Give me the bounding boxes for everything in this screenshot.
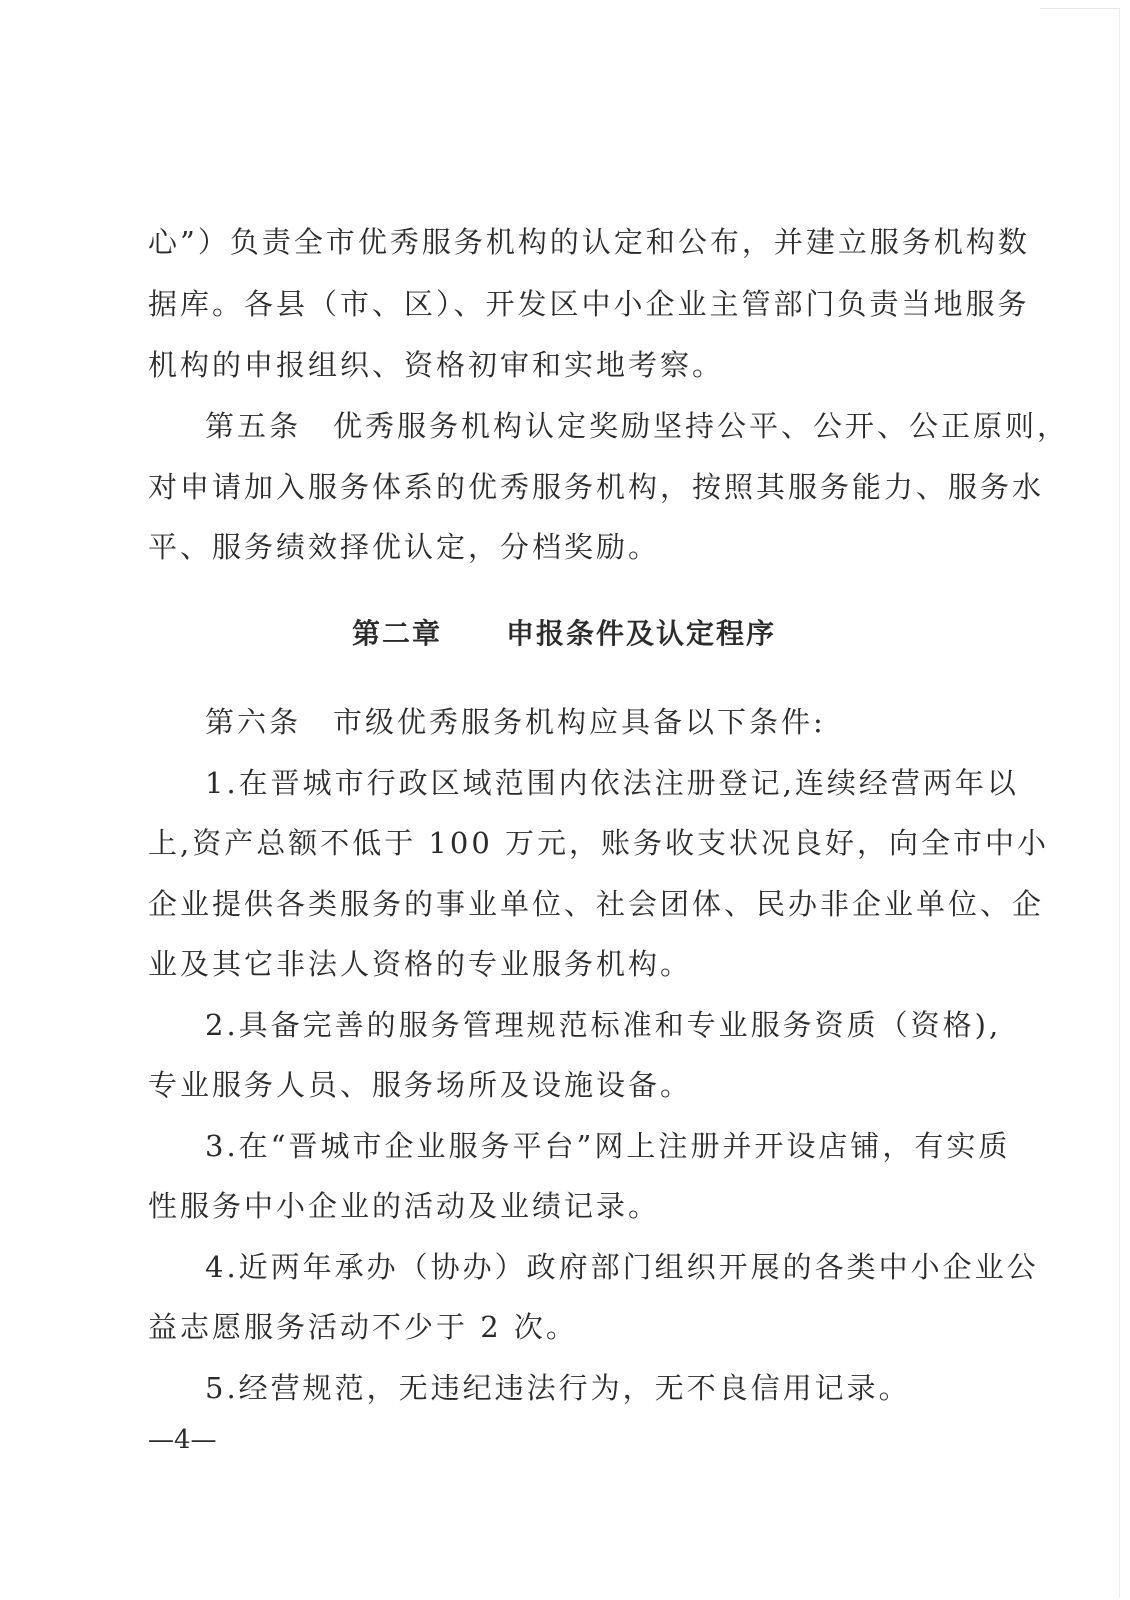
text-line: 第五条 优秀服务机构认定奖励坚持公平、公开、公正原则， [205,409,1070,443]
text-line: 5.经营规范，无违纪违法行为，无不良信用记录。 [205,1371,911,1405]
text-line: 业及其它非法人资格的专业服务机构。 [148,947,693,981]
text-line: 上,资产总额不低于 100 万元，账务收支状况良好，向全市中小 [148,826,1050,860]
text-line: 据库。各县（市、区）、开发区中小企业主管部门负责当地服务 [148,287,1030,321]
text-line: 心”）负责全市优秀服务机构的认定和公布，并建立服务机构数 [148,225,1030,259]
page-number: —4— [148,1425,217,1455]
text-line: 3.在“晋城市企业服务平台”网上注册并开设店铺，有实质 [205,1129,1011,1163]
text-line: 对申请加入服务体系的优秀服务机构，按照其服务能力、服务水 [148,470,1045,504]
text-line: 企业提供各类服务的事业单位、社会团体、民办非企业单位、企 [148,887,1045,921]
chapter-title: 申报条件及认定程序 [506,617,777,650]
text-line: 益志愿服务活动不少于 2 次。 [148,1310,578,1344]
text-line: 1.在晋城市行政区域范围内依法注册登记,连续经营两年以 [205,766,1019,800]
text-line: 专业服务人员、服务场所及设施设备。 [148,1068,693,1102]
text-line: 4.近两年承办（协办）政府部门组织开展的各类中小企业公 [205,1250,1039,1284]
text-line: 第六条 市级优秀服务机构应具备以下条件: [205,705,826,739]
text-line: 机构的申报组织、资格初审和实地考察。 [148,348,725,382]
page-edge-right [1119,8,1120,1598]
page-edge-top [1040,8,1120,9]
chapter-heading [352,612,776,656]
text-line: 2.具备完善的服务管理规范标准和专业服务资质（资格), [205,1008,1002,1042]
text-line: 平、服务绩效择优认定，分档奖励。 [148,530,661,564]
chapter-number: 第二章 [352,617,443,650]
text-line: 性服务中小企业的活动及业绩记录。 [148,1189,661,1223]
